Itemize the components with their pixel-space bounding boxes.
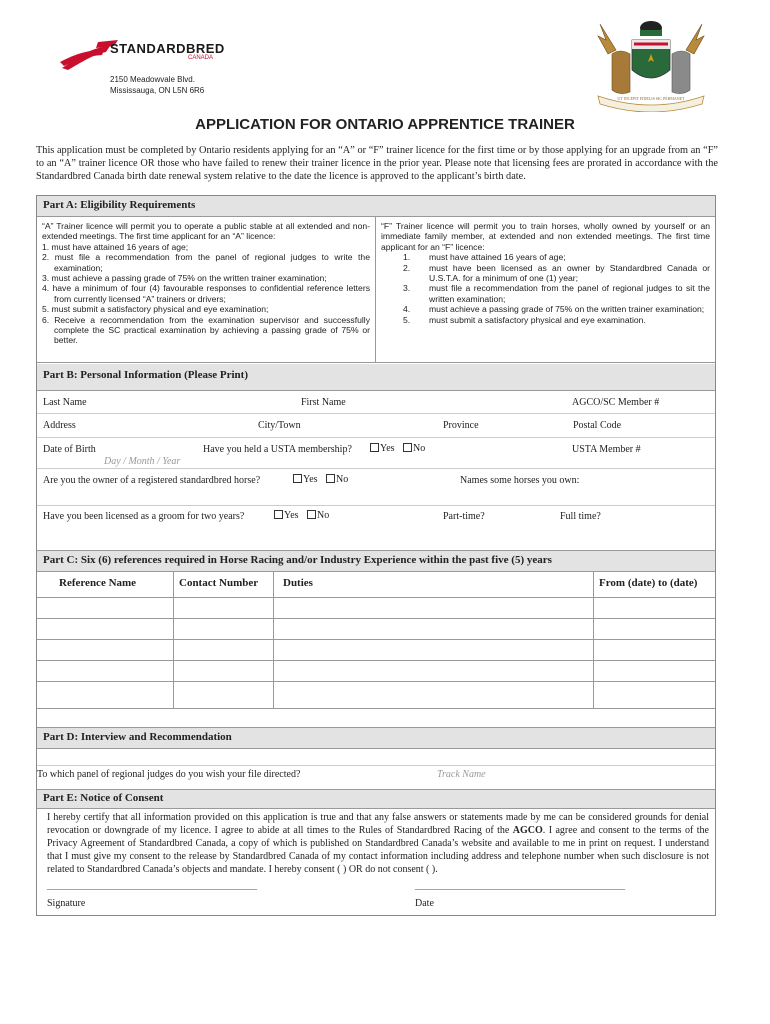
table-row	[37, 681, 715, 682]
f-requirement-item	[381, 283, 710, 304]
table-row	[37, 639, 715, 640]
groom-question: Have you been licensed as a groom for two years?	[43, 511, 245, 522]
logo-subtext: CANADA	[188, 55, 214, 61]
usta-no-option[interactable]	[403, 443, 425, 454]
part-e-heading: Part E: Notice of Consent	[37, 790, 715, 808]
intro-paragraph: This application must be completed by Ontario residents applying for an “A” or “F” trainer licence for the first time or by those applying for an upgrade from an “F” to an “A” trainer licence OR those who have failed to renew their trainer licence in the prior year. Please note that licensing fees are prorated in accordance with the Standardbred Canada birth date renewal system relative to the date the licence is approved to the applicant’s birth date.	[36, 145, 718, 182]
divider	[37, 765, 715, 766]
consent-paragraph	[47, 811, 709, 876]
no-label: No	[413, 443, 426, 454]
a-licence-intro: “A” Trainer licence will permit you to operate a public stable at all extended and non-extended meetings. The first time applicant for an “A” licence:	[42, 221, 370, 242]
track-name-hint: Track Name	[437, 769, 486, 780]
owner-no-checkbox[interactable]	[326, 474, 335, 483]
usta-member-label: USTA Member #	[572, 444, 641, 455]
consent-text-part2: . I agree and consent to the terms of the Privacy Agreement of Standardbred Canada, a copy of which is published on Standardbred Canada’s website and available to me in print on request. I understand that I must give my consent to the release by Standardbred Canada of my contact information including address and telephone number when such disclosure is not related to Standardbred Canada’s objects and mandate. I hereby consent ( ) OR do not consent ( ).	[47, 825, 709, 875]
f-requirement-text: must achieve a passing grade of 75% on the written trainer examination;	[429, 304, 705, 315]
page-title: APPLICATION FOR ONTARIO APPRENTICE TRAINER	[195, 116, 575, 133]
f-requirement-text: must have been licensed as an owner by Standardbred Canada or U.S.T.A. for a minimum of one (1) year;	[429, 262, 710, 284]
f-requirement-item	[381, 252, 710, 262]
usta-yes-checkbox[interactable]	[370, 443, 379, 452]
col-duties: Duties	[283, 577, 313, 589]
part-c-heading: Part C: Six (6) references required in Horse Racing and/or Industry Experience within the past five (5) years	[37, 551, 715, 571]
a-licence-list	[42, 242, 370, 346]
a-requirement-item: 3. must achieve a passing grade of 75% on the written trainer examination;	[42, 273, 327, 284]
table-row	[37, 660, 715, 661]
no-label: No	[317, 510, 330, 521]
table-row	[37, 597, 715, 598]
a-requirement-item: 4. have a minimum of four (4) favourable responses to confidential reference letters from currently licensed “A” trainers or drivers;	[42, 283, 370, 304]
divider	[37, 413, 715, 414]
a-requirement-item: 2. must file a recommendation from the panel of regional judges to write the examination;	[42, 252, 370, 273]
postal-code-label: Postal Code	[573, 420, 622, 431]
groom-yes-checkbox[interactable]	[274, 510, 283, 519]
divider	[37, 505, 715, 506]
owner-yes-checkbox[interactable]	[293, 474, 302, 483]
a-requirement-item: 1. must have attained 16 years of age;	[42, 241, 189, 252]
divider	[375, 216, 376, 362]
col-contact-number: Contact Number	[179, 577, 259, 589]
groom-no-option[interactable]	[307, 510, 329, 521]
divider	[37, 808, 715, 809]
signature-line[interactable]: __________________________________________	[47, 880, 257, 891]
no-label: No	[336, 474, 349, 485]
f-requirement-item	[381, 304, 710, 314]
address-line-2: Mississauga, ON L5N 6R6	[110, 86, 205, 95]
agco-member-label: AGCO/SC Member #	[572, 397, 660, 408]
a-requirement-item: 6. Receive a recommendation from the examination supervisor and successfully complete the SC practical examination by achieving a passing grade of 75% or better.	[42, 314, 370, 346]
yes-label: Yes	[380, 443, 395, 454]
address-line-1: 2150 Meadowvale Blvd.	[110, 75, 195, 84]
consent-agco: AGCO	[512, 825, 543, 836]
table-row	[37, 618, 715, 619]
address-label: Address	[43, 420, 76, 431]
panel-question: To which panel of regional judges do you wish your file directed?	[37, 769, 301, 780]
f-requirement-number: 2.	[403, 262, 411, 273]
table-row	[37, 708, 715, 709]
divider	[37, 437, 715, 438]
col-date-range: From (date) to (date)	[599, 577, 698, 589]
yes-label: Yes	[284, 510, 299, 521]
groom-no-checkbox[interactable]	[307, 510, 316, 519]
city-label: City/Town	[258, 420, 301, 431]
part-d-heading: Part D: Interview and Recommendation	[37, 728, 715, 748]
a-requirement-item: 5. must submit a satisfactory physical and eye examination;	[42, 304, 269, 315]
col-reference-name: Reference Name	[59, 577, 137, 589]
usta-question: Have you held a USTA membership?	[203, 444, 352, 455]
divider	[37, 468, 715, 469]
organization-address	[110, 74, 204, 96]
province-label: Province	[443, 420, 479, 431]
f-requirement-number: 3.	[403, 283, 411, 294]
f-licence-list	[381, 252, 710, 325]
part-a-heading: Part A: Eligibility Requirements	[37, 196, 715, 216]
f-licence-requirements	[381, 221, 710, 325]
divider	[37, 216, 715, 217]
full-time-label: Full time?	[560, 511, 601, 522]
f-requirement-text: must have attained 16 years of age;	[429, 252, 566, 263]
f-licence-intro: “F” Trainer licence will permit you to train horses, wholly owned by yourself or an immediate family member, at extended and non extended meetings. The first time applicant for an “F” licence:	[381, 221, 710, 252]
date-format-hint: Day / Month / Year	[104, 456, 181, 467]
f-requirement-number: 1.	[403, 252, 411, 263]
divider	[37, 748, 715, 749]
f-requirement-number: 5.	[403, 314, 411, 325]
owner-question: Are you the owner of a registered standardbred horse?	[43, 475, 261, 486]
signature-label: Signature	[47, 898, 86, 909]
divider	[37, 390, 715, 391]
part-b-heading: Part B: Personal Information (Please Print)	[37, 364, 715, 390]
groom-yes-option[interactable]	[274, 510, 299, 521]
f-requirement-item	[381, 315, 710, 325]
last-name-label: Last Name	[43, 397, 87, 408]
f-requirement-text: must submit a satisfactory physical and eye examination.	[429, 314, 646, 325]
usta-yes-option[interactable]	[370, 443, 395, 454]
f-requirement-item	[381, 263, 710, 284]
date-of-birth-label: Date of Birth	[43, 444, 96, 455]
f-requirement-text: must file a recommendation from the panel of regional judges to sit the written examination;	[429, 283, 710, 304]
logo-text: STANDARDBRED	[110, 41, 225, 56]
usta-no-checkbox[interactable]	[403, 443, 412, 452]
part-time-label: Part-time?	[443, 511, 485, 522]
date-label: Date	[415, 898, 434, 909]
crest-motto: UT INCEPIT FIDELIS SIC PERMANET	[617, 96, 685, 101]
owner-yes-option[interactable]	[293, 474, 318, 485]
a-licence-requirements	[42, 221, 370, 346]
horse-names-label: Names some horses you own:	[460, 475, 580, 486]
consent-text-part1: I hereby certify that all information provided on this application is true and that any false answers or statements made by me can be considered grounds for denial revocation or downgrade of my licence. I agree to abide at all times to the Rules of Standardbred Racing of the	[47, 812, 709, 836]
divider	[37, 571, 715, 572]
date-line[interactable]: __________________________________________	[415, 880, 625, 891]
divider	[37, 362, 715, 363]
f-requirement-number: 4.	[403, 304, 411, 315]
yes-label: Yes	[303, 474, 318, 485]
first-name-label: First Name	[301, 397, 346, 408]
owner-no-option[interactable]	[326, 474, 348, 485]
